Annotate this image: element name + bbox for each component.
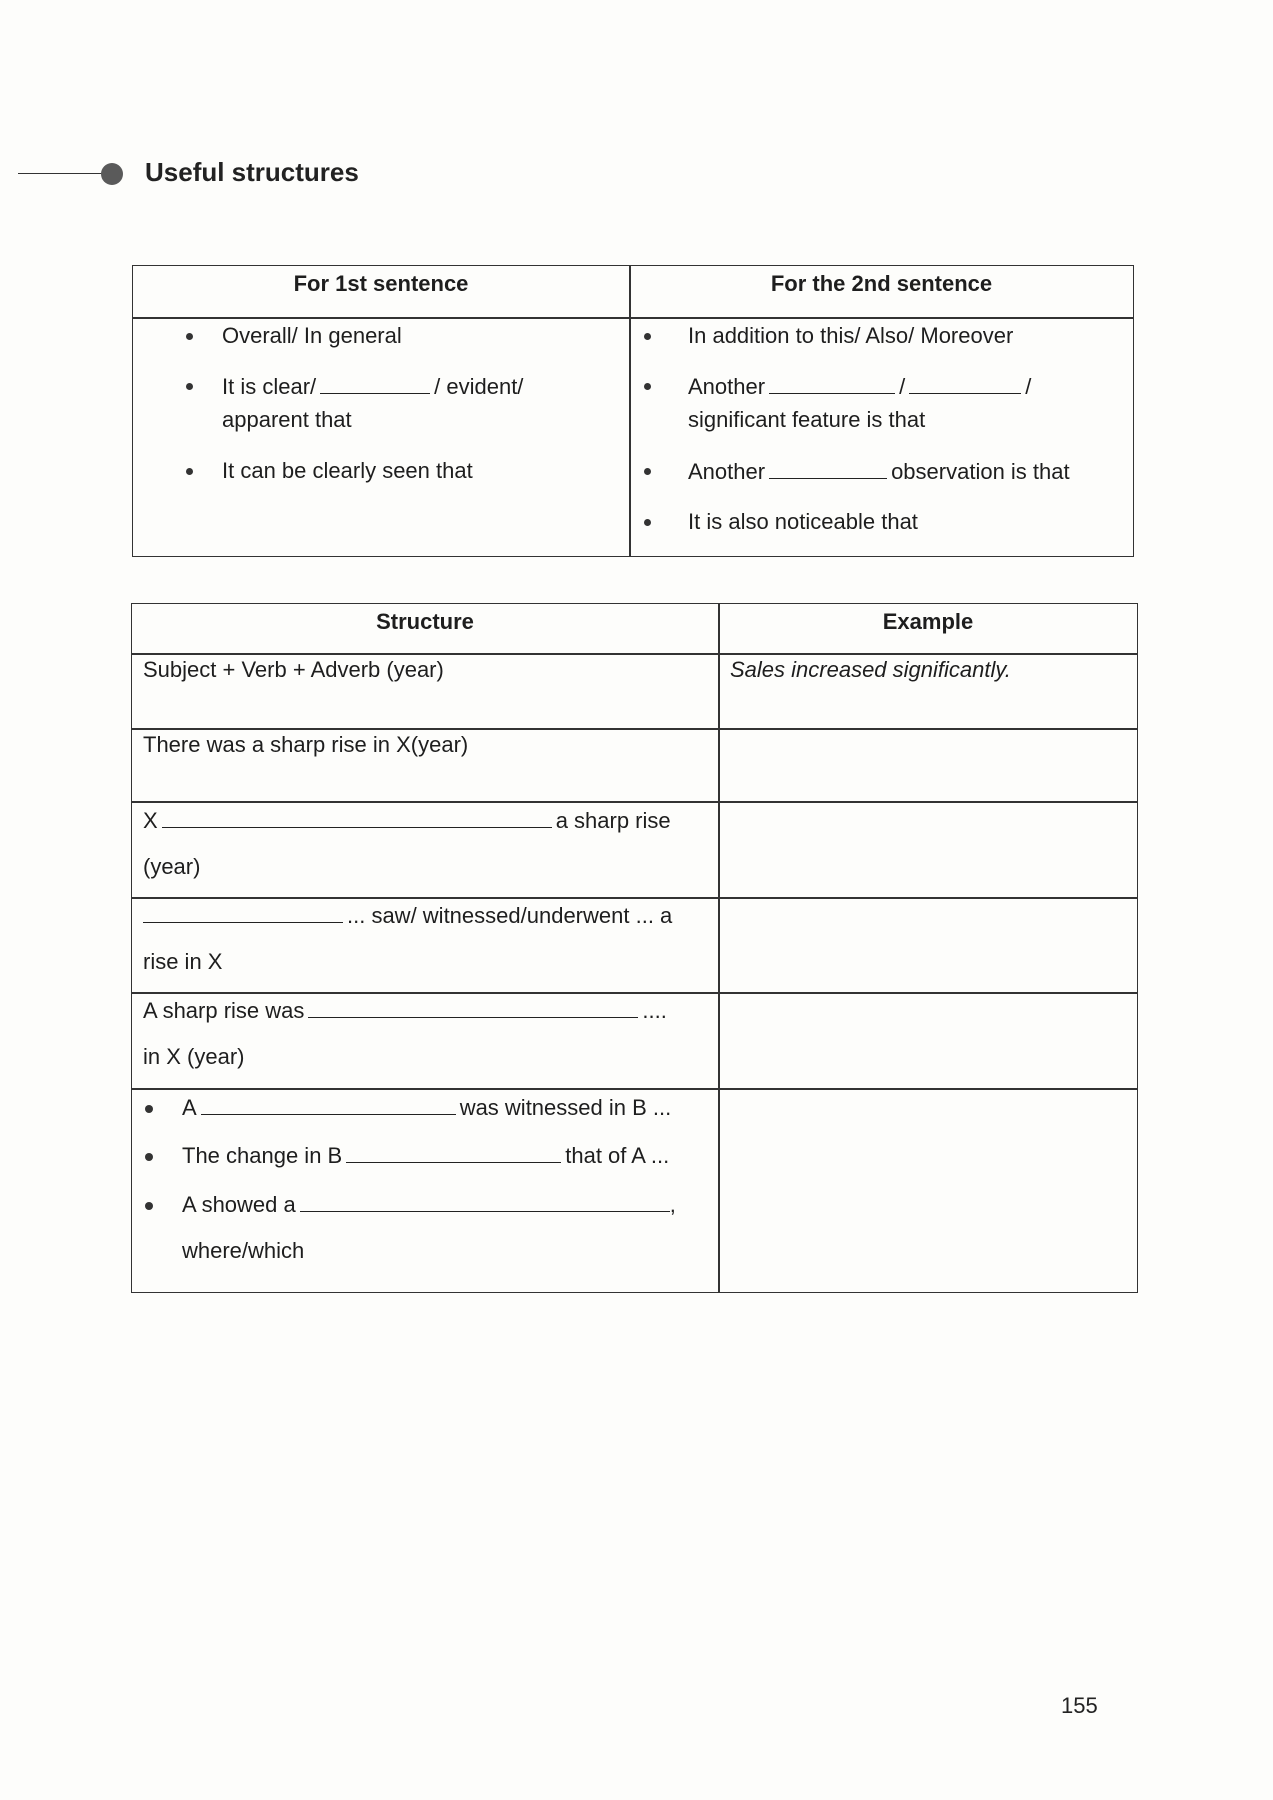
col-header-example: Example	[882, 609, 974, 634]
structure-cell-continuation: rise in X	[143, 949, 223, 974]
bullet-icon	[644, 519, 651, 526]
structures-table	[131, 603, 1138, 1293]
bullet-icon	[186, 383, 193, 390]
list-item: In addition to this/ Also/ Moreover	[688, 323, 1014, 348]
list-item: It is clear/ / evident/	[222, 369, 523, 404]
structure-cell: ... saw/ witnessed/underwent ... a	[143, 898, 672, 933]
col-header-first-sentence: For 1st sentence	[293, 271, 469, 296]
list-item: It is also noticeable that	[688, 509, 918, 534]
bullet-icon	[145, 1202, 153, 1210]
heading-bullet-icon	[101, 163, 123, 185]
fill-in-blank[interactable]	[346, 1138, 561, 1163]
fill-in-blank[interactable]	[300, 1187, 670, 1212]
structure-cell: There was a sharp rise in X(year)	[143, 732, 469, 757]
fill-in-blank[interactable]	[162, 803, 552, 828]
page-number: 155	[1061, 1693, 1098, 1718]
example-cell: Sales increased significantly.	[730, 657, 1011, 682]
list-item: Another observation is that	[688, 454, 1070, 489]
bullet-icon	[644, 333, 651, 340]
example-input-cell[interactable]	[730, 1004, 1110, 1074]
col-header-structure: Structure	[376, 609, 474, 634]
example-input-cell[interactable]	[730, 1100, 1110, 1270]
structure-cell-continuation: (year)	[143, 854, 201, 879]
fill-in-blank[interactable]	[308, 993, 638, 1018]
fill-in-blank[interactable]	[769, 369, 895, 394]
example-input-cell[interactable]	[730, 814, 1110, 884]
bullet-icon	[186, 468, 193, 475]
fill-in-blank[interactable]	[909, 369, 1021, 394]
list-item: Overall/ In general	[222, 323, 402, 348]
bullet-icon	[644, 383, 651, 390]
section-title: Useful structures	[145, 157, 359, 187]
list-item: It can be clearly seen that	[222, 458, 473, 483]
bullet-icon	[644, 468, 651, 475]
col-header-second-sentence: For the 2nd sentence	[770, 271, 993, 296]
structure-cell-continuation: in X (year)	[143, 1044, 245, 1069]
structure-cell: X a sharp rise	[143, 803, 671, 838]
list-item-continuation: apparent that	[222, 407, 352, 432]
fill-in-blank[interactable]	[201, 1090, 456, 1115]
example-input-cell[interactable]	[730, 909, 1110, 979]
bullet-icon	[145, 1105, 153, 1113]
structure-cell: Subject + Verb + Adverb (year)	[143, 657, 444, 682]
structure-list-item: The change in B that of A ...	[182, 1138, 669, 1173]
section-heading	[0, 154, 400, 194]
list-item: Another / /	[688, 369, 1031, 404]
structure-list-item-continuation: where/which	[182, 1238, 305, 1263]
structure-list-item: A was witnessed in B ...	[182, 1090, 671, 1125]
structure-list-item: A showed a ,	[182, 1187, 676, 1222]
fill-in-blank[interactable]	[769, 454, 887, 479]
fill-in-blank[interactable]	[320, 369, 430, 394]
fill-in-blank[interactable]	[143, 898, 343, 923]
example-input-cell[interactable]	[730, 739, 1110, 789]
bullet-icon	[145, 1153, 153, 1161]
heading-rule	[18, 173, 108, 174]
bullet-icon	[186, 333, 193, 340]
structure-cell: A sharp rise was ....	[143, 993, 667, 1028]
list-item-continuation: significant feature is that	[688, 407, 926, 432]
sentence-starters-table	[132, 265, 1134, 557]
